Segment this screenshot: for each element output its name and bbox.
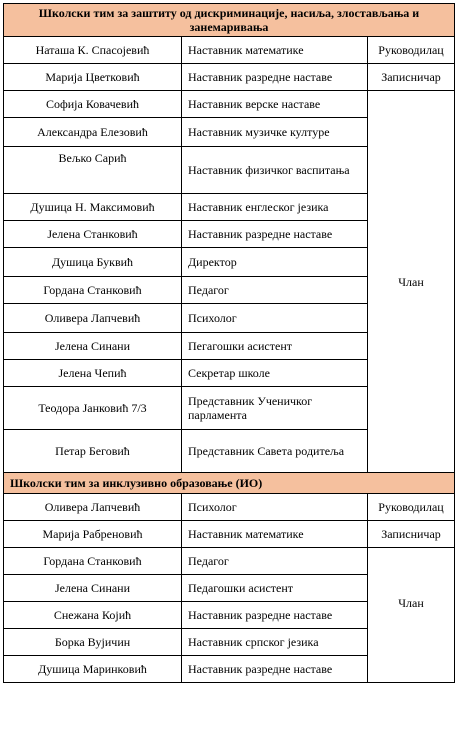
member-role: Наставник математике [182,37,368,64]
member-role: Наставник разредне наставе [182,64,368,91]
member-name: Јелена Станковић [4,221,182,248]
member-name: Оливера Лапчевић [4,494,182,521]
member-role: Наставник музичке културе [182,118,368,147]
member-role: Психолог [182,304,368,333]
table-row [4,37,455,64]
member-name: Петар Беговић [4,430,182,473]
member-name: Снежана Којић [4,602,182,629]
member-name: Софија Ковачевић [4,91,182,118]
member-role: Наставник разредне наставе [182,602,368,629]
member-role: Пегагошки асистент [182,333,368,360]
member-name: Борка Вујичин [4,629,182,656]
member-name: Душица Маринковић [4,656,182,683]
member-name: Гордана Станковић [4,277,182,304]
member-name: Јелена Синани [4,333,182,360]
table-row [4,494,455,521]
member-role: Наставник верске наставе [182,91,368,118]
member-name: Душица Буквић [4,248,182,277]
member-name: Душица Н. Максимовић [4,194,182,221]
member-name: Оливера Лапчевић [4,304,182,333]
member-name: Јелена Чепић [4,360,182,387]
member-function: Руководилац [368,494,455,521]
table-row [4,548,455,575]
table-row [4,64,455,91]
member-name: Гордана Станковић [4,548,182,575]
member-role: Наставник разредне наставе [182,221,368,248]
member-name: Марија Рабреновић [4,521,182,548]
member-function: Записничар [368,521,455,548]
member-role: Наставник разредне наставе [182,656,368,683]
member-role: Педагог [182,277,368,304]
member-name: Јелена Синани [4,575,182,602]
teams-document [3,3,454,683]
member-role: Наставник енглеског језика [182,194,368,221]
member-role: Педагошки асистент [182,575,368,602]
member-function: Руководилац [368,37,455,64]
member-role: Психолог [182,494,368,521]
teams-table [3,3,455,683]
section1-title: Школски тим за заштиту од дискриминације, насиља, злостављања и занемаривања [4,4,455,37]
member-name: Наташа К. Спасојевић [4,37,182,64]
member-name: Вељко Сарић [4,147,182,194]
member-function-merged: Члан [368,548,455,683]
member-role: Педагог [182,548,368,575]
member-name: Александра Елезовић [4,118,182,147]
member-name: Марија Цветковић [4,64,182,91]
member-role: Секретар школе [182,360,368,387]
section2-title: Школски тим за инклузивно образовање (ИО) [4,473,455,494]
member-role: Наставник физичког васпитања [182,147,368,194]
member-role: Наставник математике [182,521,368,548]
section1-header-row [4,4,455,37]
member-name: Теодора Јанковић 7/3 [4,387,182,430]
member-role: Наставник српског језика [182,629,368,656]
section2-header-row [4,473,455,494]
member-role: Представник Савета родитеља [182,430,368,473]
member-function-merged: Члан [368,91,455,473]
member-role: Директор [182,248,368,277]
member-role: Представник Ученичког парламента [182,387,368,430]
table-row [4,521,455,548]
member-function: Записничар [368,64,455,91]
table-row [4,91,455,118]
